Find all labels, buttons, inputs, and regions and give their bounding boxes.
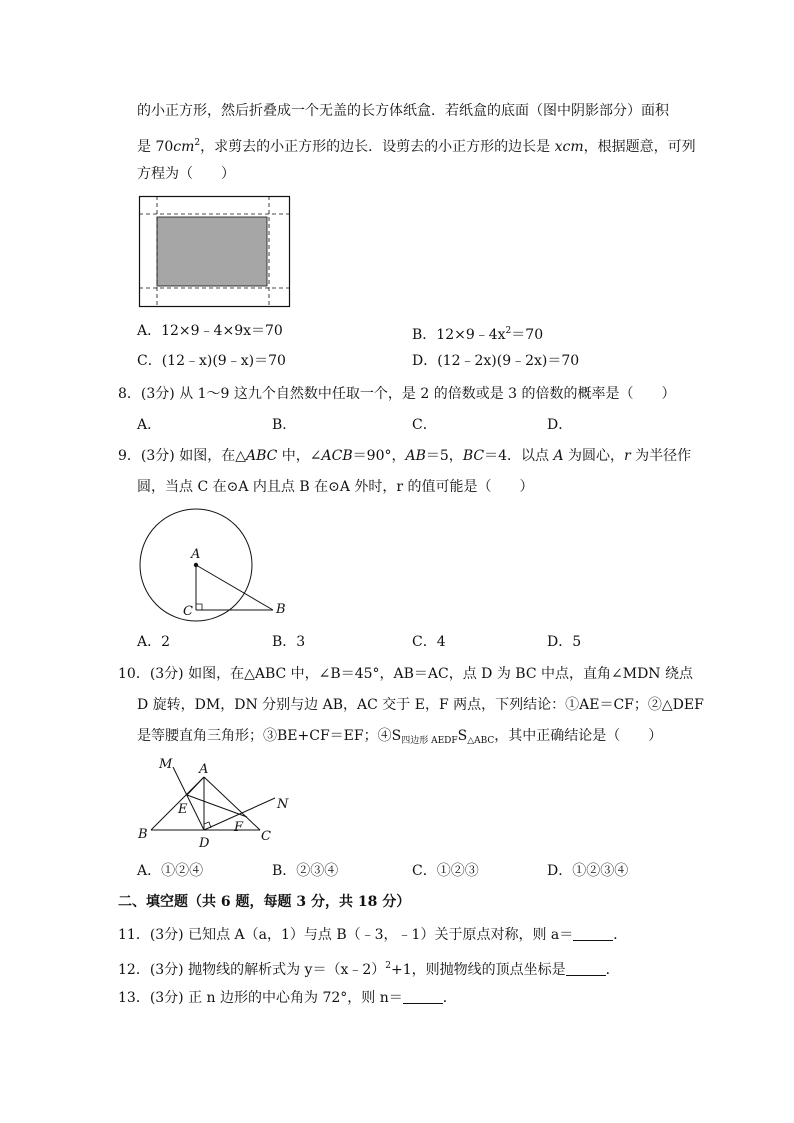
q10-segment-ae-link — [187, 777, 204, 795]
q8-option-d[interactable]: D． — [547, 417, 573, 433]
q9-figure — [139, 505, 299, 625]
q10-text: ，其中正确结论是（ ） — [494, 728, 663, 744]
q10-option-c[interactable]: C．①②③ — [412, 863, 479, 879]
q12-text-b: +1，则抛物线的顶点坐标是 — [391, 962, 566, 978]
q9-text: 为圆心， — [563, 448, 625, 464]
q9-option-d[interactable]: D．5 — [547, 634, 582, 650]
q9-center-point — [194, 563, 198, 567]
q10-side-ac — [204, 777, 260, 830]
q13-answer-blank[interactable] — [403, 989, 443, 1004]
q13-text-b: ． — [442, 990, 457, 1006]
q9-text: ＝5， — [425, 448, 463, 464]
q10-line2: D 旋转，DM，DN 分别与边 AB，AC 交于 E，F 两点，下列结论：①AE＝CF；②△DEF — [137, 697, 704, 713]
q10-figure — [136, 755, 296, 850]
q10-label-n: N — [277, 797, 289, 812]
q7-line3: 方程为（ ） — [137, 166, 235, 182]
q9-label-b: B — [276, 602, 286, 617]
q9-text: 为半径作 — [630, 448, 692, 464]
q9-var: ABC — [245, 448, 278, 464]
q7-figure — [139, 196, 291, 308]
q7-text: ，根据题意，可列 — [583, 139, 696, 155]
q9-option-c[interactable]: C．4 — [412, 634, 446, 650]
q10-line1: 10．(3分) 如图，在△ABC 中，∠B＝45°，AB＝AC，点 D 为 BC 中点，直角∠MDN 绕点 — [118, 666, 694, 682]
q7-unit: cm — [173, 139, 195, 155]
q10-option-a[interactable]: A．①②④ — [137, 863, 204, 879]
q9-var: A — [553, 448, 564, 464]
q11-text — [118, 925, 627, 945]
q9-option-a[interactable]: A．2 — [137, 634, 171, 650]
q9-text: 中，∠ — [277, 448, 322, 464]
q9-line1 — [118, 446, 691, 466]
q12-text-a: 12．(3分) 抛物线的解析式为 y＝（x﹣2） — [118, 962, 386, 978]
q10-text: S — [457, 728, 468, 744]
q7-option-b-sup: 2 — [505, 326, 512, 336]
q9-text: ＝90°， — [352, 448, 406, 464]
q7-text: ，求剪去的小正方形的边长．设剪去的小正方形的边长是 — [200, 139, 555, 155]
q10-sub: 四边形 AEDF — [401, 736, 458, 746]
q7-option-c[interactable]: C．(12﹣x)(9﹣x)＝70 — [137, 353, 286, 369]
q11-text-b: ． — [613, 927, 628, 943]
q7-option-a[interactable]: A．12×9﹣4×9x＝70 — [137, 323, 283, 339]
q9-var: ACB — [321, 448, 353, 464]
q7-text: 是 70 — [137, 139, 174, 155]
q9-line2: 圆，当点 C 在⊙A 内且点 B 在⊙A 外时，r 的值可能是（ ） — [137, 479, 534, 495]
q8-option-c[interactable]: C． — [412, 417, 437, 433]
q7-line1: 的小正方形，然后折叠成一个无盖的长方体纸盒．若纸盒的底面（图中阴影部分）面积 — [137, 103, 669, 119]
q13-text-a: 13．(3分) 正 n 边形的中心角为 72°，则 n＝ — [118, 990, 403, 1006]
q8-option-b[interactable]: B． — [272, 417, 297, 433]
section2-heading: 二、填空题（共 6 题，每题 3 分，共 18 分） — [118, 894, 411, 910]
q10-option-b[interactable]: B．②③④ — [272, 863, 339, 879]
q7-shaded-base — [157, 217, 267, 286]
q10-text: 是等腰直角三角形；③BE+CF＝EF；④S — [137, 728, 402, 744]
q10-label-a: A — [199, 762, 209, 777]
q7-option-b[interactable] — [412, 321, 543, 345]
q8-option-a[interactable]: A． — [137, 417, 162, 433]
q10-line3 — [137, 726, 662, 751]
q12-text — [118, 956, 620, 980]
q13-text — [118, 988, 457, 1008]
q7-line2 — [137, 133, 696, 157]
q12-answer-blank[interactable] — [566, 961, 606, 976]
q9-var: r — [624, 448, 631, 464]
q7-sup: 2 — [194, 138, 201, 148]
q9-var: BC — [462, 448, 485, 464]
q10-option-d[interactable]: D．①②③④ — [547, 863, 629, 879]
q9-var: AB — [405, 448, 426, 464]
q9-label-c: C — [183, 604, 193, 619]
q10-label-m: M — [159, 757, 173, 772]
q10-label-e: E — [178, 802, 188, 817]
q7-option-d[interactable]: D．(12﹣2x)(9﹣2x)＝70 — [412, 353, 580, 369]
q9-text: 9．(3分) 如图，在△ — [118, 448, 246, 464]
q7-var: xcm — [554, 139, 584, 155]
q10-label-d: D — [199, 836, 210, 851]
q9-option-b[interactable]: B．3 — [272, 634, 306, 650]
q11-answer-blank[interactable] — [573, 926, 613, 941]
q9-right-angle — [196, 604, 202, 610]
q11-text-a: 11．(3分) 已知点 A（a，1）与点 B（﹣3，﹣1）关于原点对称，则 a＝ — [118, 927, 574, 943]
q10-label-b: B — [138, 827, 148, 842]
q7-option-b-text: ＝70 — [511, 327, 544, 343]
q9-text: ＝4．以点 — [484, 448, 554, 464]
q8-text: 8．(3分) 从 1～9 这九个自然数中任取一个，是 2 的倍数或是 3 的倍数的概率是（ ） — [118, 386, 676, 402]
q12-text-c: ． — [605, 962, 620, 978]
q10-label-c: C — [261, 829, 271, 844]
q10-label-f: F — [234, 820, 244, 835]
q10-sub: △ABC — [467, 736, 495, 746]
q9-label-a: A — [191, 547, 201, 562]
q7-option-b-text: B．12×9﹣4x — [412, 327, 506, 343]
q12-sup: 2 — [385, 961, 391, 971]
q9-side-ab — [196, 565, 273, 610]
